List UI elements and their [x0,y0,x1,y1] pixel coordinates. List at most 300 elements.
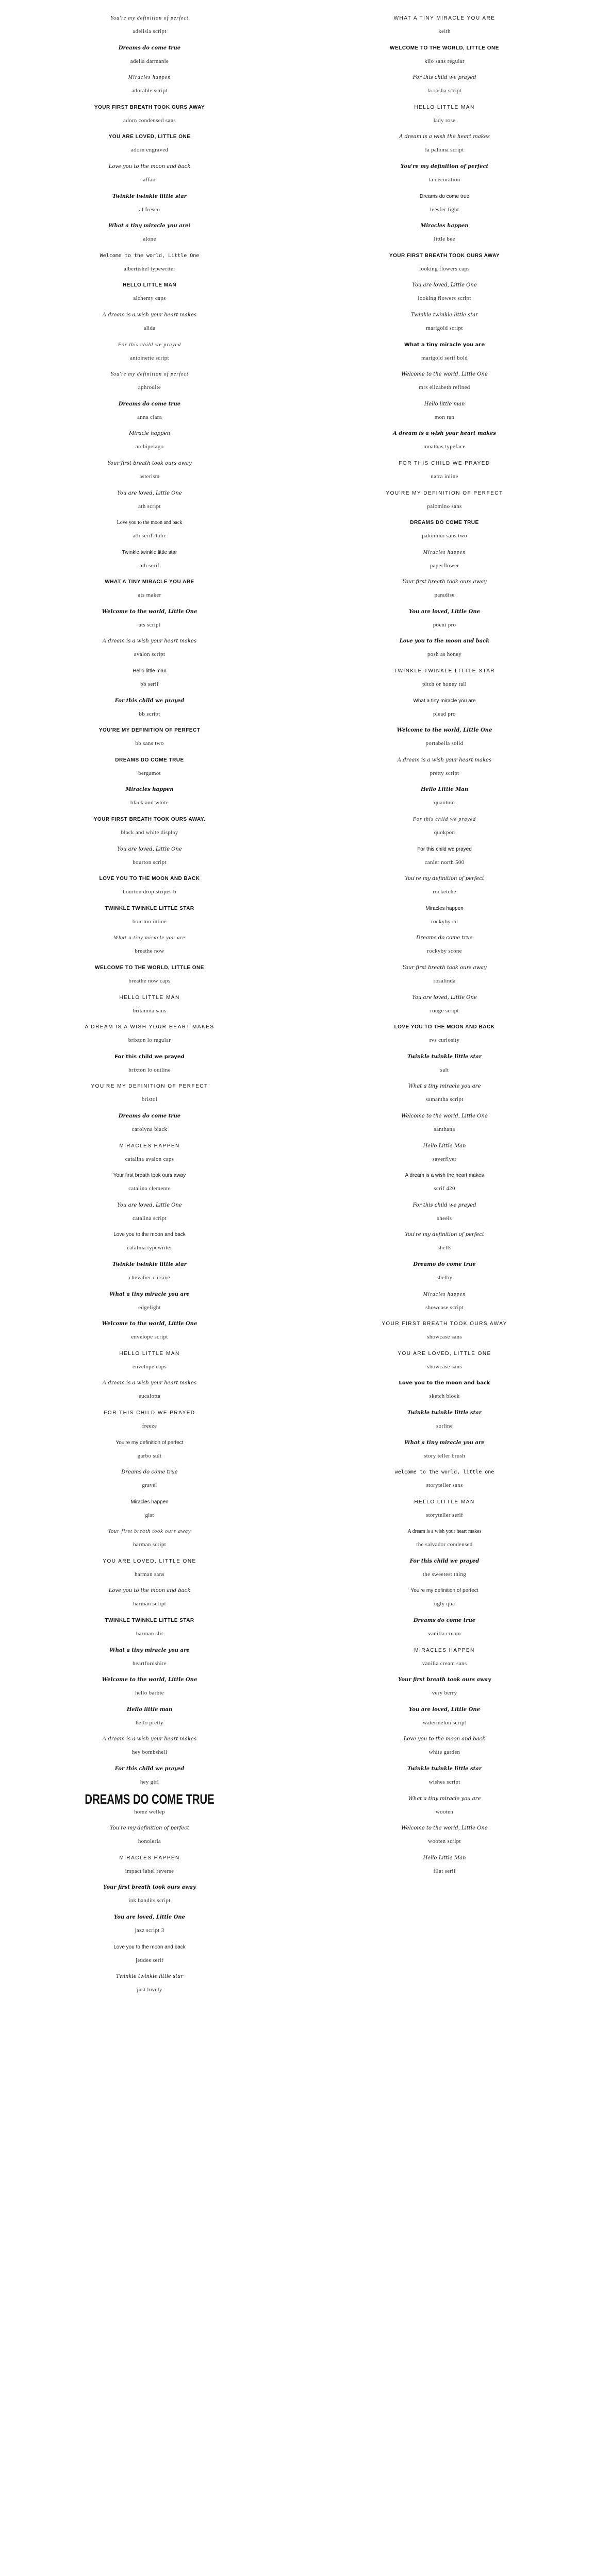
font-name-label: kilo sans regular [424,58,465,64]
font-name-label: avalon script [134,651,166,658]
font-sample [5,188,294,217]
font-sample [5,929,294,959]
font-name-label: canier north 500 [424,859,465,866]
font-sample [300,158,589,188]
font-name-label: adelisia script [133,28,167,35]
font-sample [300,365,589,395]
sample-phrase: Dreams do come true [416,935,473,941]
font-sample [300,9,589,39]
sample-phrase: A dream is a wish your heart makes [407,1529,482,1535]
font-name-label: rockyby scone [427,948,462,955]
font-name-label: very berry [432,1690,457,1697]
font-name-label: bb script [139,710,160,717]
sample-phrase: Hello Little Man [423,1143,466,1149]
font-sample [300,1048,589,1078]
sample-phrase: You are loved, Little One [412,994,477,1001]
font-name-label: gravel [142,1482,157,1489]
font-sample [300,1522,589,1552]
sample-phrase: Welcome to the world, Little One [401,1113,488,1119]
sample-phrase: WHAT A TINY MIRACLE YOU ARE [105,579,194,585]
font-sample [300,959,589,989]
sample-phrase: You're my definition of perfect [110,1825,189,1832]
font-sample [5,1790,294,1820]
font-name-label: la decoration [428,176,460,183]
sample-phrase: What a tiny miracle you are [109,1291,190,1297]
font-sample [5,1404,294,1434]
font-name-label: freeze [142,1422,157,1429]
sample-phrase: A dream is a wish your heart makes [102,1736,197,1742]
font-sample [5,840,294,870]
font-name-label: marigold script [426,325,463,331]
font-sample [300,1137,589,1167]
sample-phrase: For this child we prayed [409,1558,480,1564]
font-name-label: scrif 420 [434,1185,455,1192]
font-name-label: looking flowers script [418,295,471,302]
font-name-label: quokpon [434,829,455,836]
sample-phrase: Twinkle twinkle little star [410,312,478,318]
font-sample [300,751,589,781]
font-sample [300,840,589,870]
sample-phrase: What a tiny miracle you are [404,342,485,348]
font-sample [300,781,589,810]
sample-phrase: YOU ARE LOVED, LITTLE ONE [108,134,191,140]
font-name-label: adorable script [131,88,168,94]
font-sample [5,1552,294,1582]
font-sample [5,454,294,484]
sample-phrase: HELLO LITTLE MAN [119,1350,180,1357]
font-sample [5,1374,294,1404]
font-sample [300,1345,589,1375]
sample-phrase: Miracles happen [425,905,464,911]
font-name-label: quantum [434,800,455,806]
font-sample [300,573,589,603]
sample-phrase: WELCOME TO THE WORLD, LITTLE ONE [390,45,499,51]
sample-phrase: For this child we prayed [114,1766,185,1772]
font-name-label: wooten [435,1808,454,1815]
font-sample [5,336,294,366]
font-sample [5,9,294,39]
font-name-label: posh as honey [427,651,462,658]
font-name-label: breathe now caps [128,978,171,984]
font-name-label: alida [143,325,156,331]
font-name-label: palomino sans two [422,533,467,539]
font-name-label: santhana [434,1126,455,1132]
sample-phrase: MIRACLES HAPPEN [119,1855,180,1861]
sample-phrase: Dreams do come true [118,45,181,51]
font-name-label: poeni pro [433,621,456,628]
font-name-label: palomino sans [427,503,462,510]
font-sample [5,128,294,158]
font-name-label: paperflower [430,562,459,569]
sample-phrase: You're my definition of perfect [410,1588,478,1594]
sample-phrase: You're my definition of perfect [110,15,189,21]
font-sample [300,1612,589,1641]
font-sample [5,1522,294,1552]
font-name-label: portabella solid [425,740,464,747]
font-sample [5,425,294,454]
font-name-label: storyteller serif [426,1512,463,1518]
sample-phrase: Welcome to the world, Little One [102,608,197,615]
sample-phrase: Twinkle twinkle little star [122,549,177,555]
sample-phrase: Dreams do come true [118,401,181,407]
font-name-label: vanilla cream sans [422,1660,467,1667]
font-name-label: bourton script [133,859,167,866]
sample-phrase: Twinkle twinkle little star [116,1974,184,1980]
font-name-label: saverflyer [432,1156,457,1162]
sample-phrase: Miracles happen [125,787,174,793]
sample-phrase: You are loved, Little One [117,1202,182,1208]
right-column [300,9,589,1878]
font-sample [5,1671,294,1701]
sample-phrase: Welcome to the world, Little One [100,252,200,259]
font-sample [300,1404,589,1434]
sample-phrase: Hello Little Man [420,787,469,793]
font-name-label: carolyna black [131,1126,168,1132]
sample-phrase: Love you to the moon and back [403,1736,486,1742]
font-name-label: impact label reverse [125,1868,174,1874]
font-name-label: bourton drop stripes b [123,889,176,895]
font-name-label: just lovely [137,1987,162,1993]
sample-phrase: A dream is a wish your heart makes [102,1380,197,1386]
font-sample [300,1196,589,1226]
font-sample [5,1463,294,1493]
font-sample [300,1077,589,1107]
sample-phrase: Twinkle twinkle little star [407,1766,482,1772]
font-sample [300,1552,589,1582]
font-name-label: ath serif italic [133,533,167,539]
font-name-label: storyteller sans [426,1482,463,1489]
font-name-label: vanilla cream [428,1631,461,1637]
sample-phrase: Hello little man [133,668,167,674]
font-sample [5,900,294,929]
font-sample [5,1968,294,1997]
sample-phrase: Hello Little Man [423,1855,466,1861]
font-sample [300,1760,589,1790]
font-name-label: ink bandits script [128,1897,171,1904]
sample-phrase: MIRACLES HAPPEN [414,1647,475,1653]
sample-phrase: You're my definition of perfect [400,163,489,170]
font-name-label: edgelight [138,1304,161,1311]
font-name-label: showcase script [425,1304,464,1311]
font-name-label: mrs elizabeth refined [419,384,470,391]
sample-phrase: Twinkle twinkle little star [407,1054,482,1060]
font-sample [300,276,589,306]
font-name-label: britannia sans [133,1007,167,1014]
font-sample [5,365,294,395]
font-sample [300,662,589,692]
font-sample [5,1166,294,1196]
sample-phrase: HELLO LITTLE MAN [414,104,475,110]
font-name-label: lady rose [433,117,456,124]
sample-phrase: Dreams do come true [121,1469,178,1476]
font-sample [300,692,589,722]
font-sample [5,514,294,544]
font-sample [5,1137,294,1167]
font-sample [5,1345,294,1375]
font-sample [300,336,589,366]
sample-phrase: HELLO LITTLE MAN [122,282,177,289]
font-name-label: catalina clemente [128,1185,171,1192]
font-sample [300,721,589,751]
font-name-label: leesfer light [430,206,459,213]
sample-phrase: Twinkle twinkle little star [407,1410,482,1416]
sample-phrase: Love you to the moon and back [108,1588,191,1594]
sample-phrase: Dreams do come true [413,1618,476,1624]
font-name-label: albertishel typewriter [123,265,176,272]
font-name-label: alchemy caps [133,295,166,302]
font-sample [5,1196,294,1226]
font-name-label: gist [145,1512,154,1518]
font-sample [5,959,294,989]
font-name-label: showcase sans [427,1363,462,1370]
font-sample [5,306,294,336]
font-name-label: chevalier cursive [129,1274,170,1281]
font-sample [5,1434,294,1464]
sample-phrase: Your first breath took ours away [103,1885,196,1891]
font-sample [300,1730,589,1760]
sample-phrase: Love you to the moon and back [113,1232,186,1238]
sample-phrase: YOU ARE LOVED, LITTLE ONE [398,1350,491,1357]
sample-phrase: A DREAM IS A WISH YOUR HEART MAKES [85,1024,214,1030]
sample-phrase: You're my definition of perfect [116,1439,184,1446]
font-name-label: harman sans [135,1571,164,1578]
sample-phrase: A dream is a wish your heart makes [397,757,492,763]
font-sample [300,1285,589,1315]
sample-phrase: Dreams do come true [419,193,470,199]
font-name-label: sorline [436,1422,453,1429]
font-name-label: pretty script [430,770,459,776]
font-sample [5,276,294,306]
sample-phrase: LOVE YOU TO THE MOON AND BACK [394,1024,495,1030]
font-name-label: al fresco [139,206,160,213]
sample-phrase: Dreams do come true [118,1113,181,1119]
font-sample [5,1285,294,1315]
font-name-label: envelope script [131,1334,168,1341]
font-sample [300,870,589,900]
sample-phrase: Welcome to the world, Little One [401,371,488,378]
sample-phrase: A dream is a wish your heart makes [102,312,197,318]
font-sample [5,98,294,128]
font-name-label: shells [437,1245,452,1251]
font-sample [300,1166,589,1196]
font-sample [5,1819,294,1849]
font-name-label: salt [440,1066,449,1073]
font-sample [300,1018,589,1048]
font-name-label: the sweetest thing [422,1571,467,1578]
font-sample [300,1582,589,1612]
font-sample [300,1256,589,1285]
font-name-label: ats maker [138,592,161,599]
sample-phrase: You are loved, Little One [117,846,182,852]
sample-phrase: For this child we prayed [417,846,472,852]
font-sample [300,454,589,484]
font-sample [5,573,294,603]
sample-phrase: For this child we prayed [412,817,476,823]
font-sample [5,1256,294,1285]
sample-phrase: You are loved, Little One [412,282,477,289]
font-name-label: black and white [130,800,169,806]
sample-phrase: FOR THIS CHILD WE PRAYED [399,460,490,466]
font-sample [300,1315,589,1345]
font-name-label: envelope caps [133,1363,167,1370]
sample-phrase: YOUR FIRST BREATH TOOK OURS AWAY. [93,817,206,823]
sample-phrase: Love you to the moon and back [117,520,183,526]
font-sample [300,1434,589,1464]
font-sample [5,1077,294,1107]
sample-phrase: YOU'RE MY DEFINITION OF PERFECT [91,1083,208,1090]
font-sample [5,1878,294,1908]
sample-phrase: For this child we prayed [118,342,182,348]
sample-phrase: A dream is a wish the heart makes [405,1173,484,1179]
font-name-label: bristol [141,1096,158,1103]
font-sample [5,69,294,98]
font-sample [5,1493,294,1523]
font-sample [5,1938,294,1968]
sample-phrase: Welcome to the world, Little One [397,727,492,734]
font-sample [300,217,589,247]
font-name-label: heartfordshire [133,1660,167,1667]
font-name-label: the salvador condensed [416,1541,473,1548]
font-name-label: harman script [133,1541,167,1548]
font-sample [5,217,294,247]
sample-phrase: You're my definition of perfect [405,876,484,882]
font-name-label: sketch block [429,1393,460,1400]
sample-phrase: A dream is a wish your heart makes [102,638,197,645]
font-name-label: rouge script [430,1007,459,1014]
font-sample [300,306,589,336]
font-sample [5,1760,294,1790]
font-name-label: eucalotta [138,1393,161,1400]
font-sample [300,544,589,573]
font-sample [300,69,589,98]
font-name-label: honoleria [138,1838,161,1845]
font-name-label: little bee [434,236,455,243]
font-sample [5,395,294,425]
sample-phrase: Miracles happen [130,1499,169,1505]
sample-phrase: You're my definition of perfect [110,371,189,378]
font-sample [5,1849,294,1879]
sample-phrase: HELLO LITTLE MAN [414,1499,475,1505]
font-name-label: brixton lo regular [128,1037,171,1044]
font-name-label: paradise [434,592,455,599]
sample-phrase: TWINKLE TWINKLE LITTLE STAR [105,905,194,911]
font-name-label: shelby [436,1274,453,1281]
font-name-label: archipelago [135,444,164,450]
sample-phrase: Dreamo do come true [413,1261,476,1267]
font-name-label: harman slit [136,1631,163,1637]
font-name-label: hey bombshell [131,1749,168,1756]
font-sample [5,810,294,840]
font-sample [5,544,294,573]
sample-phrase: Your first breath took ours away [402,965,487,971]
font-name-label: brixton lo outline [128,1066,171,1073]
sample-phrase: Miracles happen [423,549,466,555]
font-sample [300,1671,589,1701]
sample-phrase: Miracles happen [128,75,171,81]
font-name-label: jeudes serif [136,1957,163,1963]
font-name-label: hey girl [140,1779,159,1786]
font-name-label: moathas typeface [423,444,466,450]
font-name-label: pitch or honey tall [422,681,467,688]
font-sample [300,1374,589,1404]
font-sample [5,989,294,1019]
sample-phrase: Welcome to the world, Little One [102,1321,197,1327]
sample-phrase: A dream is a wish the heart makes [399,134,490,140]
font-sample [300,98,589,128]
sample-phrase: Love you to the moon and back [108,163,191,170]
font-sample [5,1107,294,1137]
font-sample [5,1612,294,1641]
font-sample [300,632,589,662]
font-name-label: bergamot [138,770,161,776]
sample-phrase: Your first breath took ours away [402,579,487,585]
sample-phrase: Your first breath took ours away [108,1529,191,1535]
font-sample [300,1641,589,1671]
font-sample [300,1107,589,1137]
font-name-label: hello pretty [135,1719,163,1726]
font-name-label: adelia darmanie [130,58,169,64]
font-sample [5,1908,294,1938]
sample-phrase: A dream is a wish your heart makes [392,431,497,437]
font-sample [5,632,294,662]
font-name-label: rvs curiosity [429,1037,460,1044]
font-sample [300,603,589,633]
font-sample [300,1463,589,1493]
font-sample [300,425,589,454]
sample-phrase: YOU ARE LOVED, LITTLE ONE [103,1558,196,1564]
font-name-label: antoinette script [130,354,169,361]
font-name-label: breathe now [135,948,164,955]
font-sample [300,1226,589,1256]
font-name-label: keith [438,28,451,35]
font-name-label: hello barbie [135,1690,164,1697]
font-name-label: bourton inline [132,918,167,925]
font-sample [5,1730,294,1760]
sample-phrase: FOR THIS CHILD WE PRAYED [104,1410,195,1416]
font-sample [5,870,294,900]
font-name-label: harman script [133,1601,167,1607]
sample-phrase: WHAT A TINY MIRACLE YOU ARE [393,15,496,21]
font-sample [5,1048,294,1078]
sample-phrase: Hello little man [126,1706,173,1713]
font-name-label: wooten script [428,1838,461,1845]
font-sample [300,1790,589,1820]
font-sample [5,1701,294,1731]
sample-phrase: For this child we prayed [114,1054,185,1060]
font-name-label: ath script [138,503,161,510]
sample-phrase: YOUR FIRST BREATH TOOK OURS AWAY [382,1321,507,1327]
font-sample [300,247,589,277]
font-name-label: adorn condensed sans [123,117,176,124]
font-name-label: mon ran [434,414,455,420]
sample-phrase: What a tiny miracle you are [413,698,476,704]
sample-phrase: DREAMS DO COME TRUE [115,757,184,763]
font-name-label: marigold serif bold [421,354,468,361]
sample-phrase: What a tiny miracle you are [408,1083,481,1090]
font-sample [5,603,294,633]
font-name-label: garbo sult [137,1452,162,1459]
sample-phrase: YOU'RE MY DEFINITION OF PERFECT [98,727,201,734]
sample-phrase: Love you to the moon and back [399,1380,490,1386]
sample-phrase: TWINKLE TWINKLE LITTLE STAR [393,668,496,674]
font-sample [300,1849,589,1879]
sample-phrase: YOU'RE MY DEFINITION OF PERFECT [386,490,503,496]
font-name-label: sheels [437,1215,452,1222]
font-sample [5,247,294,277]
font-sample [5,1582,294,1612]
font-sample [300,989,589,1019]
sample-phrase: Miracles happen [420,223,469,229]
